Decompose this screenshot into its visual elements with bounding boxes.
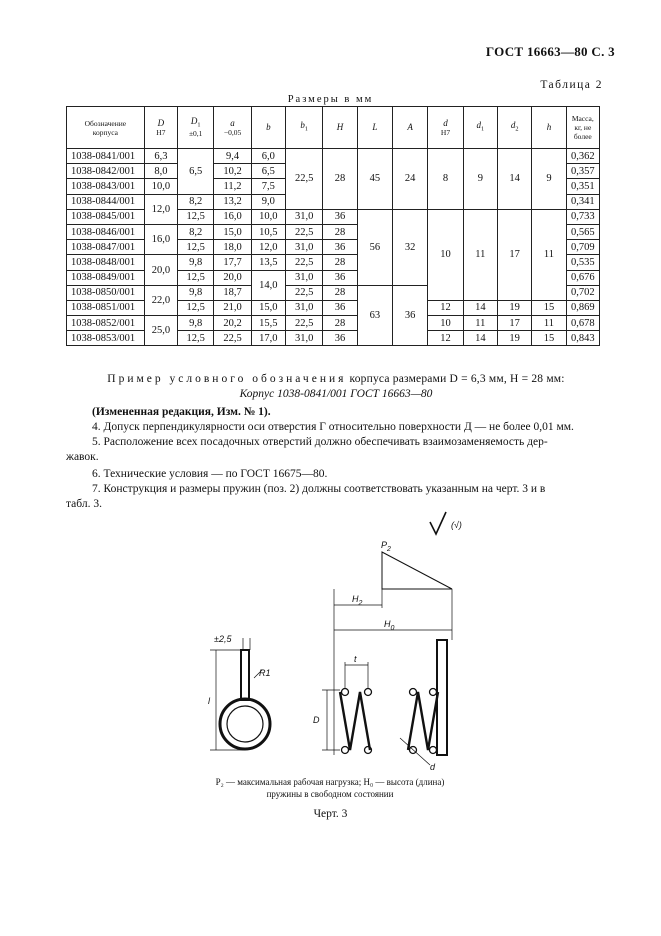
cell-d: 10 [428,209,463,300]
cell-b: 10,5 [251,224,285,239]
cell-d1: 14 [463,300,497,315]
cell-D1: 9,8 [178,255,214,270]
cell-a: 22,5 [214,331,251,346]
cell-mass: 0,843 [566,331,599,346]
cell-H: 36 [323,300,357,315]
cell-designation: 1038-0844/001 [67,194,145,209]
cell-L: 45 [357,149,392,210]
cell-H: 36 [323,209,357,224]
roughness-mark-icon [430,512,446,534]
cell-b1: 22,5 [286,149,323,210]
col-designation: Обозначение корпуса [67,107,145,149]
item-4: 4. Допуск перпендикулярности оси отверстия Г относительно поверхности Д — не более 0,01 мм. [92,421,574,433]
cell-mass: 0,869 [566,300,599,315]
cell-mass: 0,535 [566,255,599,270]
page-header: ГОСТ 16663—80 С. 3 [485,44,615,59]
cell-d1: 11 [463,209,497,300]
h2-label: $H_2$ [352,594,363,607]
cell-b1: 22,5 [286,255,323,270]
cell-L: 56 [357,209,392,285]
table-header-row [67,107,600,149]
cell-a: 18,0 [214,240,251,255]
cell-D1: 8,2 [178,194,214,209]
spring-drawing [0,510,661,775]
cell-h: 15 [532,331,566,346]
cell-b1: 31,0 [286,331,323,346]
figure-caption: P₂ — максимальная рабочая нагрузка; H₀ — высота (длина) пружины в свободном состоянии [215,777,445,799]
example-line [66,372,606,387]
cell-designation: 1038-0851/001 [67,300,145,315]
cell-d: 8 [428,149,463,210]
cell-a: 15,0 [214,224,251,239]
cell-a: 17,7 [214,255,251,270]
t-label: t [354,654,357,664]
cell-b1: 22,5 [286,224,323,239]
cell-designation: 1038-0848/001 [67,255,145,270]
cell-designation: 1038-0846/001 [67,224,145,239]
cell-d2: 14 [497,149,531,210]
cell-D1: 12,5 [178,240,214,255]
cell-h: 11 [532,316,566,331]
col-d2: $d_2$ [497,107,531,149]
cell-D: 8,0 [144,164,177,179]
cell-designation: 1038-0847/001 [67,240,145,255]
cell-a: 16,0 [214,209,251,224]
cell-a: 9,4 [214,149,251,164]
cell-D1: 8,2 [178,224,214,239]
cell-d2: 17 [497,209,531,300]
cell-b: 14,0 [251,270,285,300]
col-D1: $D_1$ ±0,1 [178,107,214,149]
cell-b1: 31,0 [286,270,323,285]
cell-d: 10 [428,316,463,331]
table-row [67,149,600,164]
example-rest: корпуса размерами D = 6,3 мм, H = 28 мм: [346,373,565,385]
cell-b1: 31,0 [286,240,323,255]
cell-D: 10,0 [144,179,177,194]
cell-designation: 1038-0853/001 [67,331,145,346]
cell-mass: 0,676 [566,270,599,285]
cell-D: 16,0 [144,224,177,254]
cell-D: 22,0 [144,285,177,315]
cell-h: 15 [532,300,566,315]
col-a: a −0,05 [214,107,251,149]
cell-mass: 0,702 [566,285,599,300]
cell-a: 10,2 [214,164,251,179]
cell-mass: 0,341 [566,194,599,209]
col-D: D Н7 [144,107,177,149]
col-b: b [251,107,285,149]
spring-end-view-inner [227,706,263,742]
item-7: 7. Конструкция и размеры пружин (поз. 2) должны соответствовать указанным на черт. 3 и в [92,483,546,495]
cell-b: 15,5 [251,316,285,331]
d-label: d [430,762,436,772]
load-diagram [382,552,452,589]
cell-D1: 9,8 [178,285,214,300]
example-lead: Пример условного обозначения [107,373,347,385]
cell-d: 12 [428,300,463,315]
cell-H: 36 [323,240,357,255]
spring-leg [241,650,249,700]
cell-H: 36 [323,270,357,285]
col-H: H [323,107,357,149]
cell-H: 28 [323,149,357,210]
cell-designation: 1038-0843/001 [67,179,145,194]
col-L: L [357,107,392,149]
col-d: d Н7 [428,107,463,149]
example-designation: Корпус 1038-0841/001 ГОСТ 16663—80 [239,388,433,400]
cell-d2: 19 [497,331,531,346]
cell-designation: 1038-0841/001 [67,149,145,164]
cell-d1: 11 [463,316,497,331]
cell-d: 12 [428,331,463,346]
p2-label: $P_2$ [381,540,391,553]
roughness-label: (√) [451,520,462,530]
cell-A: 32 [393,209,428,285]
cell-D1: 12,5 [178,331,214,346]
cell-b1: 22,5 [286,285,323,300]
cell-designation: 1038-0842/001 [67,164,145,179]
cell-b1: 31,0 [286,209,323,224]
cell-b: 7,5 [251,179,285,194]
cell-b1: 22,5 [286,316,323,331]
cell-D1: 12,5 [178,300,214,315]
cell-b: 15,0 [251,300,285,315]
cell-A: 24 [393,149,428,210]
cell-a: 21,0 [214,300,251,315]
cell-D: 12,0 [144,194,177,224]
cell-H: 36 [323,331,357,346]
col-mass: Масса, кг, не более [566,107,599,149]
figure-number: Черт. 3 [313,808,348,820]
cell-a: 11,2 [214,179,251,194]
l-label: l [208,696,210,706]
change-note: (Измененная редакция, Изм. № 1). [92,406,271,418]
cell-H: 28 [323,224,357,239]
cell-d2: 17 [497,316,531,331]
cell-D: 6,3 [144,149,177,164]
cell-D: 20,0 [144,255,177,285]
col-A: A [393,107,428,149]
cell-D1: 6,5 [178,149,214,195]
cell-d1: 9 [463,149,497,210]
col-h: h [532,107,566,149]
cell-b: 13,5 [251,255,285,270]
cell-a: 18,7 [214,285,251,300]
table-row [67,316,600,331]
cell-d2: 19 [497,300,531,315]
cell-H: 28 [323,255,357,270]
cell-D1: 12,5 [178,270,214,285]
r1-label: R1 [259,668,271,678]
D-label: D [313,715,320,725]
item-5-cont: жавок. [66,451,99,463]
cell-H: 28 [323,316,357,331]
spring-coils [340,692,438,750]
cell-mass: 0,565 [566,224,599,239]
cell-D1: 12,5 [178,209,214,224]
cell-h: 9 [532,149,566,210]
cell-designation: 1038-0845/001 [67,209,145,224]
cell-h: 11 [532,209,566,300]
cell-b: 10,0 [251,209,285,224]
cell-b: 17,0 [251,331,285,346]
h0-label: $H_0$ [384,619,395,632]
cell-b1: 31,0 [286,300,323,315]
cell-H: 28 [323,285,357,300]
col-d1: $d_1$ [463,107,497,149]
cell-mass: 0,733 [566,209,599,224]
cell-b: 12,0 [251,240,285,255]
cell-b: 6,0 [251,149,285,164]
cell-a: 20,2 [214,316,251,331]
cell-b: 6,5 [251,164,285,179]
cell-b: 9,0 [251,194,285,209]
cell-designation: 1038-0850/001 [67,285,145,300]
cell-D1: 9,8 [178,316,214,331]
item-5: 5. Расположение всех посадочных отверстий должно обеспечивать взаимозаменяемость дер- [92,436,548,448]
cell-L: 63 [357,285,392,346]
cell-designation: 1038-0852/001 [67,316,145,331]
cell-A: 36 [393,285,428,346]
col-b1: $b_1$ [286,107,323,149]
item-7-cont: табл. 3. [66,498,102,510]
spring-hook [437,640,447,755]
cell-mass: 0,678 [566,316,599,331]
dim-top-label: ±2,5 [214,634,232,644]
dimensions-caption: Размеры в мм [287,94,374,105]
cell-D: 25,0 [144,316,177,346]
cell-mass: 0,351 [566,179,599,194]
cell-mass: 0,362 [566,149,599,164]
dimensions-table [66,106,600,346]
cell-a: 13,2 [214,194,251,209]
cell-mass: 0,357 [566,164,599,179]
item-6: 6. Технические условия — по ГОСТ 16675—80. [92,468,328,480]
cell-d1: 14 [463,331,497,346]
table-caption: Таблица 2 [540,79,603,91]
cell-mass: 0,709 [566,240,599,255]
cell-a: 20,0 [214,270,251,285]
cell-designation: 1038-0849/001 [67,270,145,285]
